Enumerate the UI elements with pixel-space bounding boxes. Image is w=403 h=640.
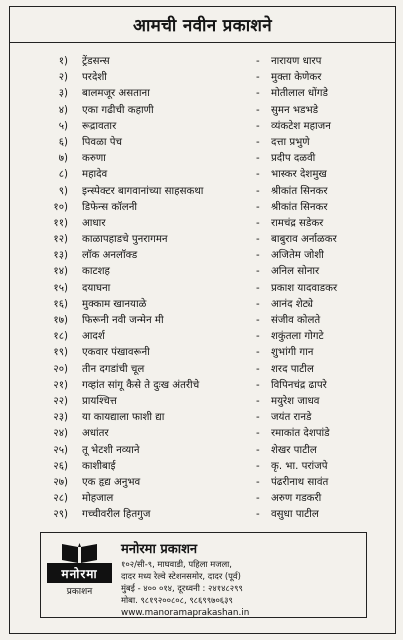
page-title: आमची नवीन प्रकाशने xyxy=(9,6,396,43)
book-number: २१) xyxy=(53,379,68,391)
separator-dash: - xyxy=(256,412,260,424)
logo-subtitle: प्रकाशन xyxy=(66,587,93,597)
publisher-box xyxy=(40,532,367,618)
book-row xyxy=(9,135,396,151)
book-number: २६) xyxy=(53,460,68,472)
book-row xyxy=(9,54,396,70)
book-row xyxy=(9,281,396,297)
book-number: ११) xyxy=(53,217,68,229)
book-number: ८) xyxy=(58,169,68,181)
separator-dash: - xyxy=(256,509,260,521)
book-row xyxy=(9,378,396,394)
book-title: परदेशी xyxy=(82,72,107,84)
book-number: २३) xyxy=(53,412,68,424)
separator-dash: - xyxy=(256,250,260,262)
separator-dash: - xyxy=(256,153,260,165)
book-row xyxy=(9,184,396,200)
book-author: अनिल सोनार xyxy=(271,266,320,278)
separator-dash: - xyxy=(256,395,260,407)
publisher-address-1: १०२/सी-९, माघवाडी, पहिला मजला, xyxy=(121,559,232,569)
book-number: १२) xyxy=(53,234,68,246)
book-author: दत्ता प्रभुणे xyxy=(271,136,310,148)
book-row xyxy=(9,70,396,86)
book-row xyxy=(9,103,396,119)
book-list xyxy=(9,54,396,523)
separator-dash: - xyxy=(256,136,260,148)
book-title: मुक्काम खानयाळे xyxy=(82,298,147,310)
book-number: २८) xyxy=(53,493,68,505)
book-title: तू भेटशी नव्याने xyxy=(82,444,140,456)
book-title: बालमजूर असताना xyxy=(82,88,150,100)
book-number: २९) xyxy=(53,509,68,521)
book-number: २७) xyxy=(53,476,68,488)
book-number: २२) xyxy=(53,395,68,407)
book-title: तीन दगडांची चूल xyxy=(82,363,145,375)
separator-dash: - xyxy=(256,120,260,132)
separator-dash: - xyxy=(256,347,260,359)
book-title: एका गढीची कहाणी xyxy=(82,104,154,116)
book-row xyxy=(9,443,396,459)
book-row xyxy=(9,459,396,475)
separator-dash: - xyxy=(256,88,260,100)
separator-dash: - xyxy=(256,363,260,375)
book-title: पिवळा पेच xyxy=(82,136,122,148)
book-number: १०) xyxy=(53,201,68,213)
book-author: मयुरेश जाधव xyxy=(271,395,320,407)
separator-dash: - xyxy=(256,315,260,326)
book-author: विपिनचंद्र ढापरे xyxy=(271,379,327,391)
book-author: वसुधा पाटील xyxy=(271,509,319,521)
book-author: शकुंतला गोगटे xyxy=(271,331,324,343)
book-title: डिफेन्स कॉलनी xyxy=(82,201,138,213)
book-author: आनंद शेट्ये xyxy=(271,298,313,310)
book-title: इन्स्पेक्टर बागवानांच्या साहसकथा xyxy=(82,185,204,197)
book-author: प्रकाश यादवाडकर xyxy=(271,282,338,294)
separator-dash: - xyxy=(256,331,260,343)
book-author: भास्कर देशमुख xyxy=(271,169,327,181)
book-title: लॉक अनलॉक्ड xyxy=(82,250,138,262)
separator-dash: - xyxy=(256,282,260,294)
separator-dash: - xyxy=(256,379,260,391)
book-author: शुभांगी गान xyxy=(271,347,314,359)
open-book-icon xyxy=(61,541,98,563)
book-number: २) xyxy=(58,72,68,84)
book-number: ४) xyxy=(58,104,68,116)
separator-dash: - xyxy=(256,234,260,246)
book-author: रमाकांत देशपांडे xyxy=(271,428,330,440)
separator-dash: - xyxy=(256,298,260,310)
book-row xyxy=(9,475,396,491)
book-title: महादेव xyxy=(82,169,108,181)
book-row xyxy=(9,345,396,361)
book-row xyxy=(9,362,396,378)
book-author: रामचंद्र सडेकर xyxy=(271,217,324,229)
publisher-address-2: दादर मध्य रेल्वे स्टेशनसमोर, दादर (पूर्व) xyxy=(121,571,241,581)
book-author: अजितेम जोशी xyxy=(271,250,324,262)
book-author: श्रीकांत सिनकर xyxy=(271,185,328,197)
publisher-name: मनोरमा प्रकाशन xyxy=(121,542,198,557)
book-row xyxy=(9,248,396,264)
book-number: १) xyxy=(58,56,68,67)
book-number: ७) xyxy=(58,153,68,165)
book-row xyxy=(9,232,396,248)
book-title: एक हृद्य अनुभव xyxy=(82,476,141,488)
book-row xyxy=(9,313,396,329)
book-title: करुणा xyxy=(82,153,106,165)
book-row xyxy=(9,394,396,410)
book-number: १५) xyxy=(53,282,68,294)
separator-dash: - xyxy=(256,266,260,278)
book-row xyxy=(9,264,396,280)
book-number: १६) xyxy=(53,298,68,310)
book-author: सुमन भडभडे xyxy=(271,104,319,116)
book-number: २५) xyxy=(53,444,68,456)
book-number: ५) xyxy=(58,120,68,132)
book-number: १८) xyxy=(53,331,68,343)
book-title: काळापहाडचे पुनरागमन xyxy=(82,234,168,246)
book-row xyxy=(9,426,396,442)
separator-dash: - xyxy=(256,104,260,116)
book-author: शरद पाटील xyxy=(271,363,314,375)
book-row xyxy=(9,329,396,345)
book-author: नारायण धारप xyxy=(271,56,322,67)
book-title: ट्रेंडसन्स xyxy=(82,56,110,67)
book-author: मुक्ता केणेकर xyxy=(271,72,322,84)
book-title: दयाघना xyxy=(82,282,111,294)
book-number: २०) xyxy=(53,363,68,375)
book-number: १४) xyxy=(53,266,68,278)
book-row xyxy=(9,86,396,102)
book-title: आदर्श xyxy=(82,331,105,343)
book-title: एकवार पंखावरूनी xyxy=(82,347,150,359)
publisher-phone: मुंबई - ४०० ०१४, दूरध्वनी : २४१४८२९९ xyxy=(121,583,243,593)
separator-dash: - xyxy=(256,201,260,213)
book-author: पंढरीनाथ सावंत xyxy=(271,476,329,488)
book-row xyxy=(9,200,396,216)
book-row xyxy=(9,507,396,523)
book-row xyxy=(9,216,396,232)
book-title: फिरूनी नवी जन्मेन मी xyxy=(82,315,164,326)
publisher-website[interactable]: www.manoramaprakashan.in xyxy=(121,608,250,618)
book-title: अधांतर xyxy=(82,428,109,440)
book-author: व्यंकटेश महाजन xyxy=(271,120,331,132)
book-author: जयंत रानडे xyxy=(271,412,312,424)
book-author: बाबुराव अर्नाळकर xyxy=(271,234,337,246)
book-author: अरुण गडकरी xyxy=(271,493,322,505)
book-number: ३) xyxy=(58,88,68,100)
book-title: या कायद्याला फाशी द्या xyxy=(82,412,165,424)
book-title: गव्हांत सांगू कैसे ते दुःख अंतरीचे xyxy=(82,379,200,391)
book-author: कृ. भा. परांजपे xyxy=(271,460,328,472)
separator-dash: - xyxy=(256,476,260,488)
book-title: काशीबाई xyxy=(82,460,116,472)
separator-dash: - xyxy=(256,169,260,181)
publisher-mobile: मोबा. ९८१९२००८०८, ९८६९९७०६३९ xyxy=(121,595,233,605)
book-author: शेखर पाटील xyxy=(271,444,317,456)
book-title: आधार xyxy=(82,217,106,229)
book-row xyxy=(9,410,396,426)
book-author: श्रीकांत सिनकर xyxy=(271,201,328,213)
book-title: गच्चीवरील हितगुज xyxy=(82,509,151,521)
separator-dash: - xyxy=(256,460,260,472)
separator-dash: - xyxy=(256,444,260,456)
book-row xyxy=(9,167,396,183)
book-number: ९) xyxy=(58,185,68,197)
separator-dash: - xyxy=(256,217,260,229)
book-number: १७) xyxy=(53,315,68,326)
book-title: प्रायश्चित्त xyxy=(82,395,117,407)
separator-dash: - xyxy=(256,56,260,67)
book-number: २४) xyxy=(53,428,68,440)
book-title: मोहजाल xyxy=(82,493,114,505)
separator-dash: - xyxy=(256,428,260,440)
separator-dash: - xyxy=(256,493,260,505)
book-row xyxy=(9,151,396,167)
book-author: प्रदीप दळवी xyxy=(271,153,316,165)
book-title: रूद्रावतार xyxy=(82,120,117,132)
book-row xyxy=(9,297,396,313)
logo-wordmark: मनोरमा xyxy=(47,563,112,583)
separator-dash: - xyxy=(256,72,260,84)
book-number: १३) xyxy=(53,250,68,262)
book-title: काटशह xyxy=(82,266,110,278)
book-author: संजीव कोलते xyxy=(271,315,321,326)
separator-dash: - xyxy=(256,185,260,197)
book-row xyxy=(9,491,396,507)
book-author: मोतीलाल धोंगडे xyxy=(271,88,328,100)
publisher-logo xyxy=(47,541,112,601)
book-row xyxy=(9,119,396,135)
book-number: ६) xyxy=(58,136,68,148)
book-number: १९) xyxy=(53,347,68,359)
